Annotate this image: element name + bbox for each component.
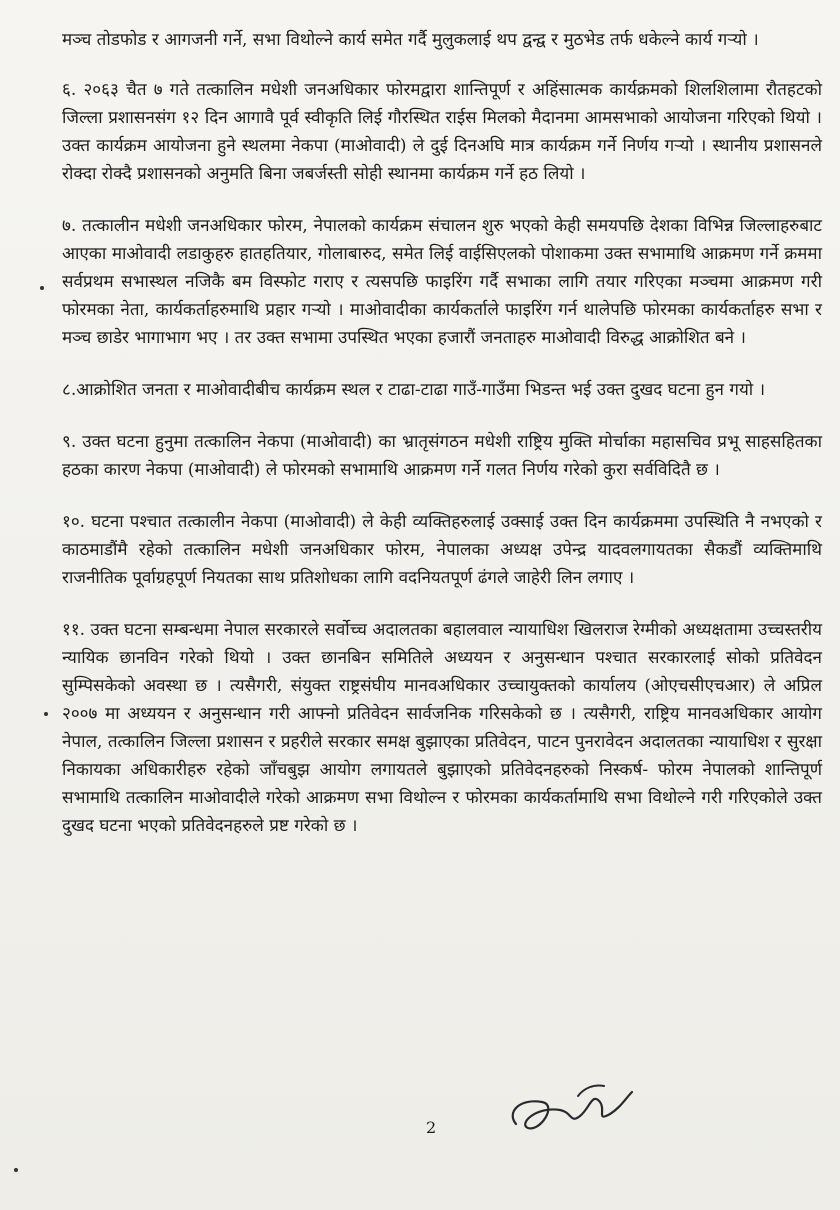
paragraph-10: १०. घटना पश्चात तत्कालीन नेकपा (माओवादी) ले केही व्यक्तिहरुलाई उक्साई उक्त दिन कार्यक्रममा उपस्थिति नै नभएको र काठमाडौंमै रहेको तत्कालिन मधेशी जनअधिकार फोरम, नेपालका अध्यक्ष उपेन्द्र यादवलगायतका सैकडौं व्यक्तिमाथि राजनीतिक पूर्वाग्रहपूर्ण नियतका साथ प्रतिशोधका लागि वदनियतपूर्ण ढंगले जाहेरी लिन लगाए । — [62, 512, 822, 588]
margin-dot — [44, 712, 48, 716]
paragraph-7: ७. तत्कालीन मधेशी जनअधिकार फोरम, नेपालको कार्यक्रम संचालन शुरु भएको केही समयपछि देशका विभिन्न जिल्लाहरुबाट आएका माओवादी लडाकुहरु हातहतियार, गोलाबारुद, समेत लिई वाईसिएलको पोशाकमा उक्त सभामाथि आक्रमण गर्ने क्रममा सर्वप्रथम सभास्थल नजिकै बम विस्फोट गराए र त्यसपछि फाइरिंग गर्दै सभाका लागि तयार गरिएका मञ्चमा आक्रमण गरी फोरमका नेता, कार्यकर्ताहरुमाथि प्रहार गर्‍यो । माओवादीका कार्यकर्ताले फाइरिंग गर्न थालेपछि फोरमका कार्यकर्ताहरु सभा र मञ्च छाडेर भागाभाग भए । तर उक्त सभामा उपस्थित भएका हजारौं जनताहरु माओवादी विरुद्ध आक्रोशित बने । — [62, 216, 822, 348]
paragraph-11: ११. उक्त घटना सम्बन्धमा नेपाल सरकारले सर्वोच्च अदालतका बहालवाल न्यायाधिश खिलराज रेग्मीको अध्यक्षतामा उच्चस्तरीय न्यायिक छानविन गरेको थियो । उक्त छानबिन समितिले अध्ययन र अनुसन्धान पश्चात सरकारलाई सोको प्रतिवेदन सुम्पिसकेको अवस्था छ । त्यसैगरी, संयुक्त राष्ट्रसंघीय मानवअधिकार उच्चायुक्तको कार्यालय (ओएचसीएचआर) ले अप्रिल २००७ मा अध्ययन र अनुसन्धान गरी आफ्नो प्रतिवेदन सार्वजनिक गरिसकेको छ । त्यसैगरी, राष्ट्रिय मानवअधिकार आयोग नेपाल, तत्कालिन जिल्ला प्रशासन र प्रहरीले सरकार समक्ष बुझाएका प्रतिवेदन, पाटन पुनरावेदन अदालतका न्यायाधिश र सुरक्षा निकायका अधिकारीहरु रहेको जाँचबुझ आयोग लगायतले बुझाएको प्रतिवेदनहरुको निस्कर्ष- फोरम नेपालको शान्तिपूर्ण सभामाथि तत्कालिन माओवादीले गरेको आक्रमण सभा विथोल्न र फोरमका कार्यकर्तामाथि सभा विथोल्ने गरी गरिएकोले उक्त दुखद घटना भएको प्रतिवेदनहरुले प्रष्ट गरेको छ । — [62, 620, 822, 836]
paragraph-8: ८.आक्रोशित जनता र माओवादीबीच कार्यक्रम स्थल र टाढा-टाढा गाउँ-गाउँमा भिडन्त भई उक्त दुखद घटना हुन गयो । — [62, 380, 766, 400]
paragraph-6: ६. २०६३ चैत ७ गते तत्कालिन मधेशी जनअधिकार फोरमद्वारा शान्तिपूर्ण र अहिंसात्मक कार्यक्रमको शिलशिलामा रौतहटको जिल्ला प्रशासनसंग १२ दिन आगावै पूर्व स्वीकृति लिई गौरस्थित राईस मिलको मैदानमा आमसभाको आयोजना गरिएको थियो । उक्त कार्यक्रम आयोजना हुने स्थलमा नेकपा (माओवादी) ले दुई दिनअघि मात्र कार्यक्रम गर्ने निर्णय गर्‍यो । स्थानीय प्रशासनले रोक्दा रोक्दै प्रशासनको अनुमति बिना जबर्जस्ती सोही स्थानमा कार्यक्रम गर्ने हठ लियो । — [62, 80, 822, 184]
margin-dot — [40, 286, 44, 290]
page-number: 2 — [426, 1118, 437, 1137]
paragraph-9: ९. उक्त घटना हुनुमा तत्कालिन नेकपा (माओवादी) का भ्रातृसंगठन मधेशी राष्ट्रिय मुक्ति मोर्चाका महासचिव प्रभू साहसहितका हठका कारण नेकपा (माओवादी) ले फोरमको सभामाथि आक्रमण गर्ने गलत निर्णय गरेको कुरा सर्वविदितै छ । — [62, 432, 822, 480]
signature-mark — [500, 1062, 640, 1152]
document-body — [62, 26, 822, 864]
margin-dot — [14, 1168, 18, 1172]
paragraph-continuation: मञ्च तोडफोड र आगजनी गर्ने, सभा विथोल्ने कार्य समेत गर्दै मुलुकलाई थप द्वन्द्व र मुठभेड तर्फ धकेल्ने कार्य गर्‍यो । — [62, 30, 759, 50]
